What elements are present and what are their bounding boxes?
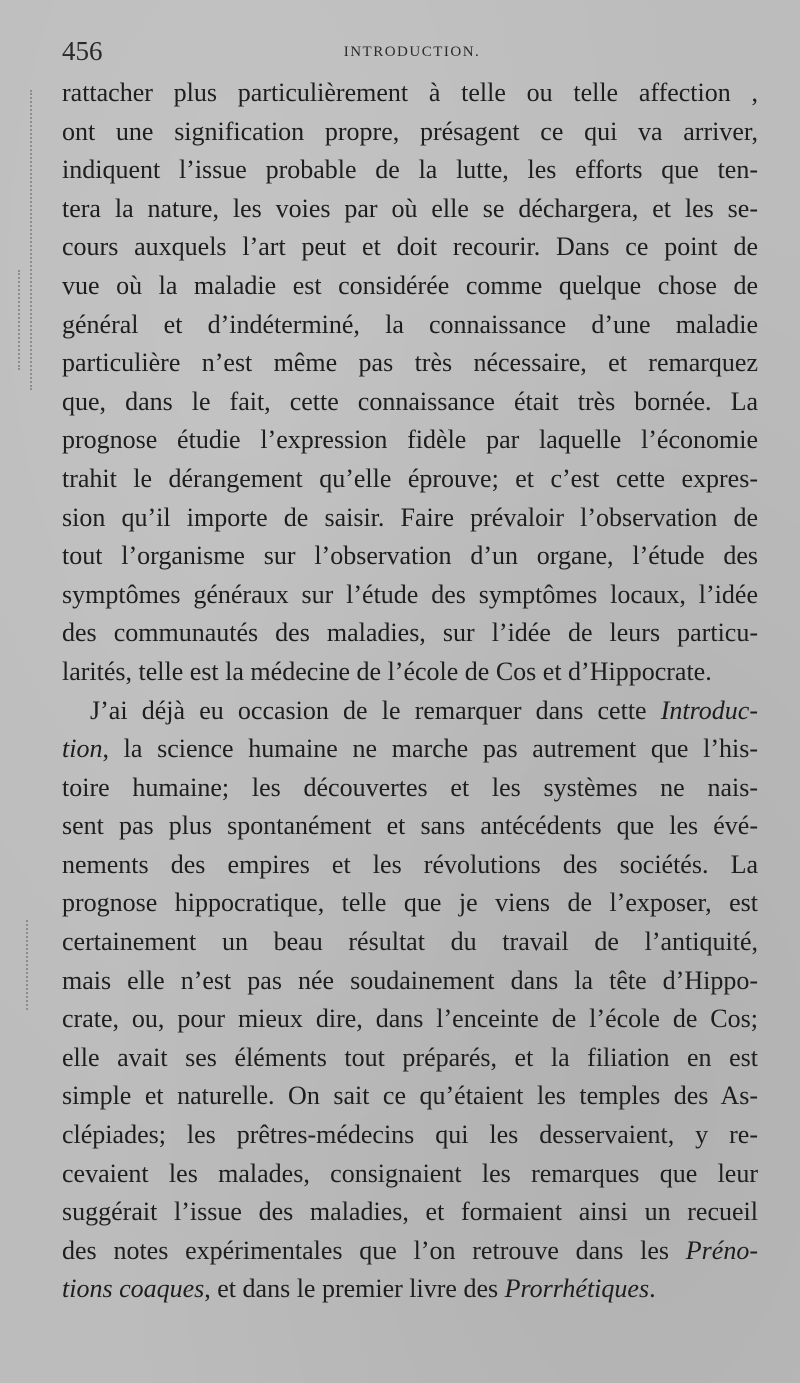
italic-text: Préno- (685, 1235, 758, 1265)
text-line: des communautés des maladies, sur l’idée de leurs particu- (62, 618, 758, 648)
text-line: vue où la maladie est considérée comme quelque chose de (62, 270, 758, 300)
text-line: cevaient les malades, consignaient les remarques que leur (62, 1158, 758, 1188)
text-line: sent pas plus spontanément et sans antécédents que les évé- (62, 811, 758, 841)
text-line: mais elle n’est pas née soudainement dans la tête d’Hippo- (62, 965, 758, 995)
text-line: ont une signification propre, présagent ce qui va arriver, (62, 116, 758, 146)
text-line: trahit le dérangement qu’elle éprouve; et c’est cette expres- (62, 463, 758, 493)
text-line: particulière n’est même pas très nécessaire, et remarquez (62, 348, 758, 378)
text-line: cours auxquels l’art peut et doit recourir. Dans ce point de (62, 232, 758, 262)
running-head: INTRODUCTION. (343, 44, 481, 60)
text-line: simple et naturelle. On sait ce qu’étaient les temples des As- (62, 1081, 758, 1111)
text-line: larités, telle est la médecine de l’école de Cos et d’Hippocrate. (62, 656, 712, 686)
italic-text: tion (62, 734, 103, 764)
paragraph (62, 74, 758, 692)
text-line: elle avait ses éléments tout préparés, et la filiation en est (62, 1042, 758, 1072)
margin-annotation-mark (30, 90, 38, 390)
text-line: toire humaine; les découvertes et les systèmes ne nais- (62, 772, 758, 802)
text-line: des notes expérimentales que l’on retrouve dans les Préno- (62, 1235, 758, 1265)
text-line: indiquent l’issue probable de la lutte, les efforts que ten- (62, 155, 758, 185)
body-text (62, 74, 758, 1309)
text-line: rattacher plus particulièrement à telle ou telle affection , (62, 78, 758, 107)
text-line: suggérait l’issue des maladies, et formaient ainsi un recueil (62, 1197, 758, 1227)
text-line: sion qu’il importe de saisir. Faire prévaloir l’observation de (62, 502, 758, 532)
text-line: certainement un beau résultat du travail de l’antiquité, (62, 927, 758, 957)
text-line: général et d’indéterminé, la connaissance d’une maladie (62, 309, 758, 339)
text-line: crate, ou, pour mieux dire, dans l’enceinte de l’école de Cos; (62, 1004, 758, 1034)
page-header (62, 36, 762, 66)
margin-annotation-mark (18, 270, 26, 370)
text-line: tions coaques, et dans le premier livre des Prorrhétiques. (62, 1274, 656, 1304)
text-line: que, dans le fait, cette connaissance était très bornée. La (62, 386, 758, 416)
italic-text: tions coaques (62, 1274, 205, 1304)
page-number: 456 (62, 36, 103, 66)
paragraph (62, 692, 758, 1310)
italic-text: Prorrhétiques (504, 1274, 650, 1304)
italic-text: Introduc- (660, 695, 758, 725)
text-line: symptômes généraux sur l’étude des symptômes locaux, l’idée (62, 579, 758, 609)
text-line: prognose hippocratique, telle que je viens de l’exposer, est (62, 888, 758, 918)
text-line: prognose étudie l’expression fidèle par laquelle l’économie (62, 425, 758, 455)
text-line: tion, la science humaine ne marche pas autrement que l’his- (62, 734, 758, 764)
text-line: tera la nature, les voies par où elle se déchargera, et les se- (62, 193, 758, 223)
text-line: nements des empires et les révolutions des sociétés. La (62, 849, 758, 879)
text-line: tout l’organisme sur l’observation d’un organe, l’étude des (62, 541, 758, 571)
margin-annotation-mark (26, 920, 34, 1010)
text-line: clépiades; les prêtres-médecins qui les desservaient, y re- (62, 1120, 758, 1150)
text-line: J’ai déjà eu occasion de le remarquer dans cette Introduc- (90, 695, 758, 725)
